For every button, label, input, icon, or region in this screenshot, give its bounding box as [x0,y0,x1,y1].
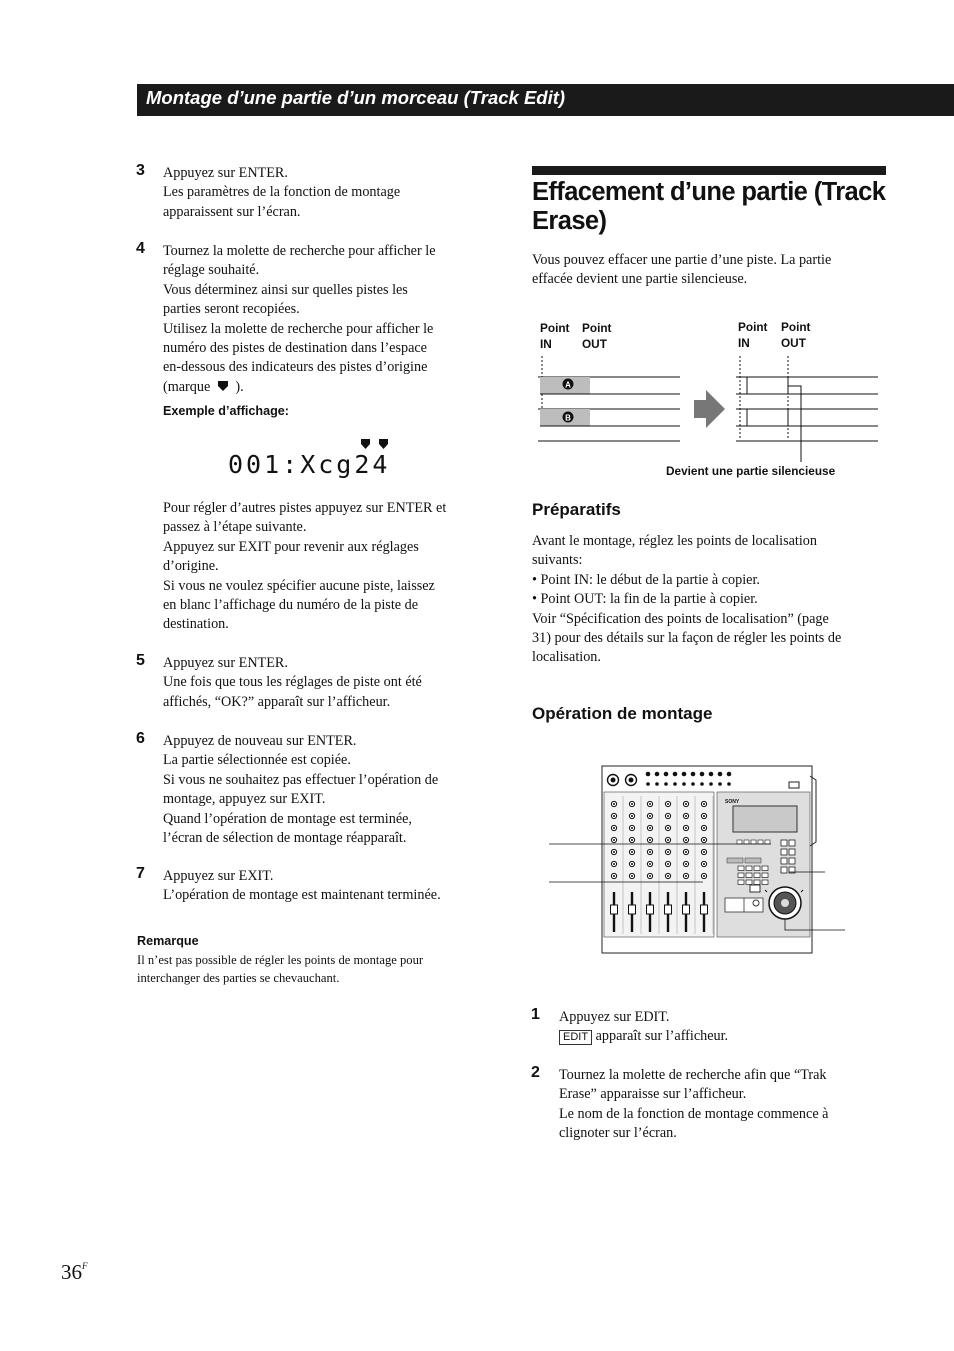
top-knob [673,782,677,786]
transport-key [751,840,756,844]
channel-knob-dot [703,815,705,817]
step-5-text [163,654,422,712]
text-line: affichés, “OK?” apparaît sur l’afficheur. [163,693,391,710]
channel-knob-dot [703,827,705,829]
text-line: Appuyez sur ENTER. [163,165,288,181]
panel-button [789,840,795,846]
text-line: Il n’est pas possible de régler les points de montage pour [137,953,424,967]
top-knob [655,782,659,786]
marque-label: (marque [163,378,211,395]
text-line: interchanger des parties se chevauchant. [137,970,340,985]
channel-knob-dot [631,815,633,817]
section-rule [532,166,886,175]
panel-key [754,866,760,871]
label-line: Point [582,321,612,335]
top-knob [646,772,651,777]
text-line: Appuyez sur ENTER. [163,655,288,671]
text-line: • Point OUT: la fin de la partie à copier. [532,591,758,608]
lcd-track-markers [360,438,392,450]
channel-knob-dot [703,875,705,877]
channel-knob-dot [703,851,705,853]
diagram-point-out-label-right [781,319,811,351]
top-knob [682,782,686,786]
section-title [532,178,885,236]
channel-knob-dot [631,827,633,829]
text-line: Quand l’opération de montage est terminée, [163,810,412,827]
channel-knob-dot [649,851,651,853]
top-knob [718,782,722,786]
panel-button [781,858,787,864]
track-b-letter: B [565,413,571,423]
arrow-right-icon [694,390,725,428]
channel-knob-dot [667,851,669,853]
text-line: numéro des pistes de destination dans l’espace [163,340,427,357]
track-marker-icon [361,439,370,449]
channel-knob-dot [703,839,705,841]
label-line: IN [738,336,750,350]
text-line: apparaissent sur l’écran. [163,203,301,220]
channel-knob-dot [649,803,651,805]
diagram-point-in-label-left [540,320,570,352]
channel-knob-dot [667,827,669,829]
transport-key [765,840,770,844]
panel-key [762,880,768,885]
text-line: en blanc l’affichage du numéro de la piste de [163,597,419,614]
text-line: Vous déterminez ainsi sur quelles pistes les [163,281,408,298]
fader-cap [629,905,636,914]
page-number [61,1260,88,1285]
panel-button [781,849,787,855]
channel-knob-dot [667,803,669,805]
channel-knob-dot [613,851,615,853]
channel-knob-dot [703,863,705,865]
top-knob [691,772,696,777]
op-step-1-text [559,1008,728,1047]
top-knob [727,772,732,777]
title-line: Effacement d’une partie (Track [532,178,886,206]
text-line-edit [559,1027,728,1046]
channel-knob-dot [649,875,651,877]
channel-knob-dot [613,863,615,865]
panel-button [789,858,795,864]
edit-display-indicator: EDIT [559,1030,592,1045]
panel-key [738,873,744,878]
track-marker-icon [216,380,230,392]
top-knob [682,772,687,777]
channel-knob-dot [631,851,633,853]
panel-button [781,840,787,846]
panel-key [738,880,744,885]
step-4-continuation [163,499,446,635]
top-knob [709,782,713,786]
panel-key [762,873,768,878]
channel-knob-dot [685,839,687,841]
op-step-2-text [559,1066,828,1144]
text-line: Appuyez sur EDIT. [559,1009,670,1025]
top-knob [655,772,660,777]
device-brand-label: SONY [725,799,740,805]
channel-knob-dot [613,827,615,829]
text-line: Tournez la molette de recherche pour afficher le [163,243,436,259]
silent-part-a [747,377,788,394]
label-line: Point [781,320,811,334]
label-line: IN [540,337,552,351]
text-line: Vous pouvez effacer une partie d’une piste. La partie [532,252,832,268]
panel-key [754,873,760,878]
panel-key [746,866,752,871]
channel-knob-dot [667,875,669,877]
operation-heading: Opération de montage [532,704,713,723]
text-line: Appuyez de nouveau sur ENTER. [163,733,357,749]
text-line: Les paramètres de la fonction de montage [163,184,401,201]
channel-knob-dot [649,815,651,817]
channel-knob-dot [613,803,615,805]
text-line: Appuyez sur EXIT. [163,868,274,884]
label-line: OUT [582,337,607,351]
transport-key [737,840,742,844]
text-line: Si vous ne voulez spécifier aucune piste, laissez [163,577,435,594]
panel-key [746,880,752,885]
text-line: parties seront recopiées. [163,301,300,318]
mixer-device-illustration [545,762,850,958]
page-suffix: F [82,1261,88,1271]
top-knob [700,772,705,777]
text-line: Tournez la molette de recherche afin que “Trak [559,1067,827,1083]
text-line: L’opération de montage est maintenant terminée. [163,887,441,904]
transport-key [744,840,749,844]
panel-key [762,866,768,871]
step-7-number: 7 [136,865,145,882]
step-6-text [163,732,438,848]
track-a-letter: A [565,380,571,390]
text-line: l’écran de sélection de montage réapparaît. [163,830,407,847]
text-line: Avant le montage, réglez les points de localisation [532,533,817,549]
channel-knob-dot [685,851,687,853]
preparatifs-heading: Préparatifs [532,500,621,519]
text-line: en-dessous des indicateurs des pistes d’origine [163,359,428,376]
channel-knob-dot [685,875,687,877]
channel-knob-dot [613,815,615,817]
text-line: localisation. [532,649,601,666]
step-4-number: 4 [136,240,145,257]
channel-knob-dot [667,863,669,865]
top-knob [700,782,704,786]
label-line: Point [738,320,768,334]
intro-text [532,251,831,290]
channel-knob-dot [685,827,687,829]
panel-key [754,880,760,885]
channel-knob-dot [703,803,705,805]
remarque-title: Remarque [137,934,199,948]
top-knob [664,782,668,786]
text-line: effacée devient une partie silencieuse. [532,271,748,288]
channel-knob-dot [613,839,615,841]
text-line: Voir “Spécification des points de localisation” (page [532,610,829,627]
channel-knob-dot [685,803,687,805]
fader-cap [701,905,708,914]
text-line: 31) pour des détails sur la façon de régler les points de [532,630,842,647]
top-knob [646,782,650,786]
top-knob [718,772,723,777]
step-4-text [163,242,436,397]
text-line: destination. [163,616,229,633]
channel-knob-dot [631,863,633,865]
channel-knob-dot [649,839,651,841]
channel-knob-dot [631,875,633,877]
text-line: passez à l’étape suivante. [163,519,307,536]
page-number-value: 36 [61,1260,82,1284]
top-knob [709,772,714,777]
text-line: réglage souhaité. [163,262,260,279]
fader-cap [611,905,618,914]
text-line-marque [163,378,436,397]
text-line: clignoter sur l’écran. [559,1125,677,1142]
text-line: Utilisez la molette de recherche pour afficher le [163,320,434,337]
channel-knob-dot [649,863,651,865]
text-line: Erase” apparaisse sur l’afficheur. [559,1086,747,1103]
text-line: Le nom de la fonction de montage commence à [559,1105,829,1122]
channel-knob-dot [667,839,669,841]
panel-key [746,873,752,878]
remarque-text [137,952,423,987]
marque-close: ). [235,378,244,395]
label-line: Point [540,321,570,335]
example-label: Exemple d’affichage: [163,404,289,418]
callout-line [788,386,801,462]
top-knob [664,772,669,777]
preparatifs-text [532,532,841,668]
top-knob [691,782,695,786]
channel-knob-dot [613,875,615,877]
channel-knob-dot [685,815,687,817]
fader-cap [683,905,690,914]
step-3-number: 3 [136,162,145,179]
title-line: Erase) [532,207,607,235]
text-line: Si vous ne souhaitez pas effectuer l’opération de [163,771,439,788]
fader-cap [665,905,672,914]
text-line: suivants: [532,552,583,569]
channel-knob-dot [649,827,651,829]
channel-knob-dot [631,803,633,805]
text-line: Appuyez sur EXIT pour revenir aux réglages [163,538,419,555]
text-line: Une fois que tous les réglages de piste ont été [163,674,422,691]
top-knob [673,772,678,777]
diagram-caption: Devient une partie silencieuse [666,464,836,478]
track-erase-diagram [530,350,890,470]
channel-knob-dot [685,863,687,865]
diagram-after [736,356,878,462]
op-step-1-number: 1 [531,1006,540,1023]
fader-cap [647,905,654,914]
text-line: • Point IN: le début de la partie à copier. [532,571,760,588]
panel-button [781,867,787,873]
transport-key [758,840,763,844]
top-knob [727,782,731,786]
edit-appears-text: apparaît sur l’afficheur. [595,1028,729,1045]
step-5-number: 5 [136,652,145,669]
step-6-number: 6 [136,730,145,747]
channel-knob-dot [667,815,669,817]
diagram-before [538,356,680,441]
lcd-display-text: 001:Xcg24 [228,450,391,479]
step-3-text [163,164,400,222]
panel-key [738,866,744,871]
channel-knob-dot [631,839,633,841]
text-line: Pour régler d’autres pistes appuyez sur ENTER et [163,500,447,516]
text-line: d’origine. [163,558,219,575]
label-line: OUT [781,336,806,350]
diagram-point-in-label-right [738,319,768,351]
step-7-text [163,867,441,906]
diagram-point-out-label-left [582,320,612,352]
track-marker-icon [379,439,388,449]
text-line: La partie sélectionnée est copiée. [163,752,351,769]
text-line: montage, appuyez sur EXIT. [163,791,326,808]
silent-part-b [747,409,788,426]
page-header-title: Montage d’une partie d’un morceau (Track Edit) [146,87,566,108]
panel-button [789,849,795,855]
op-step-2-number: 2 [531,1064,540,1081]
